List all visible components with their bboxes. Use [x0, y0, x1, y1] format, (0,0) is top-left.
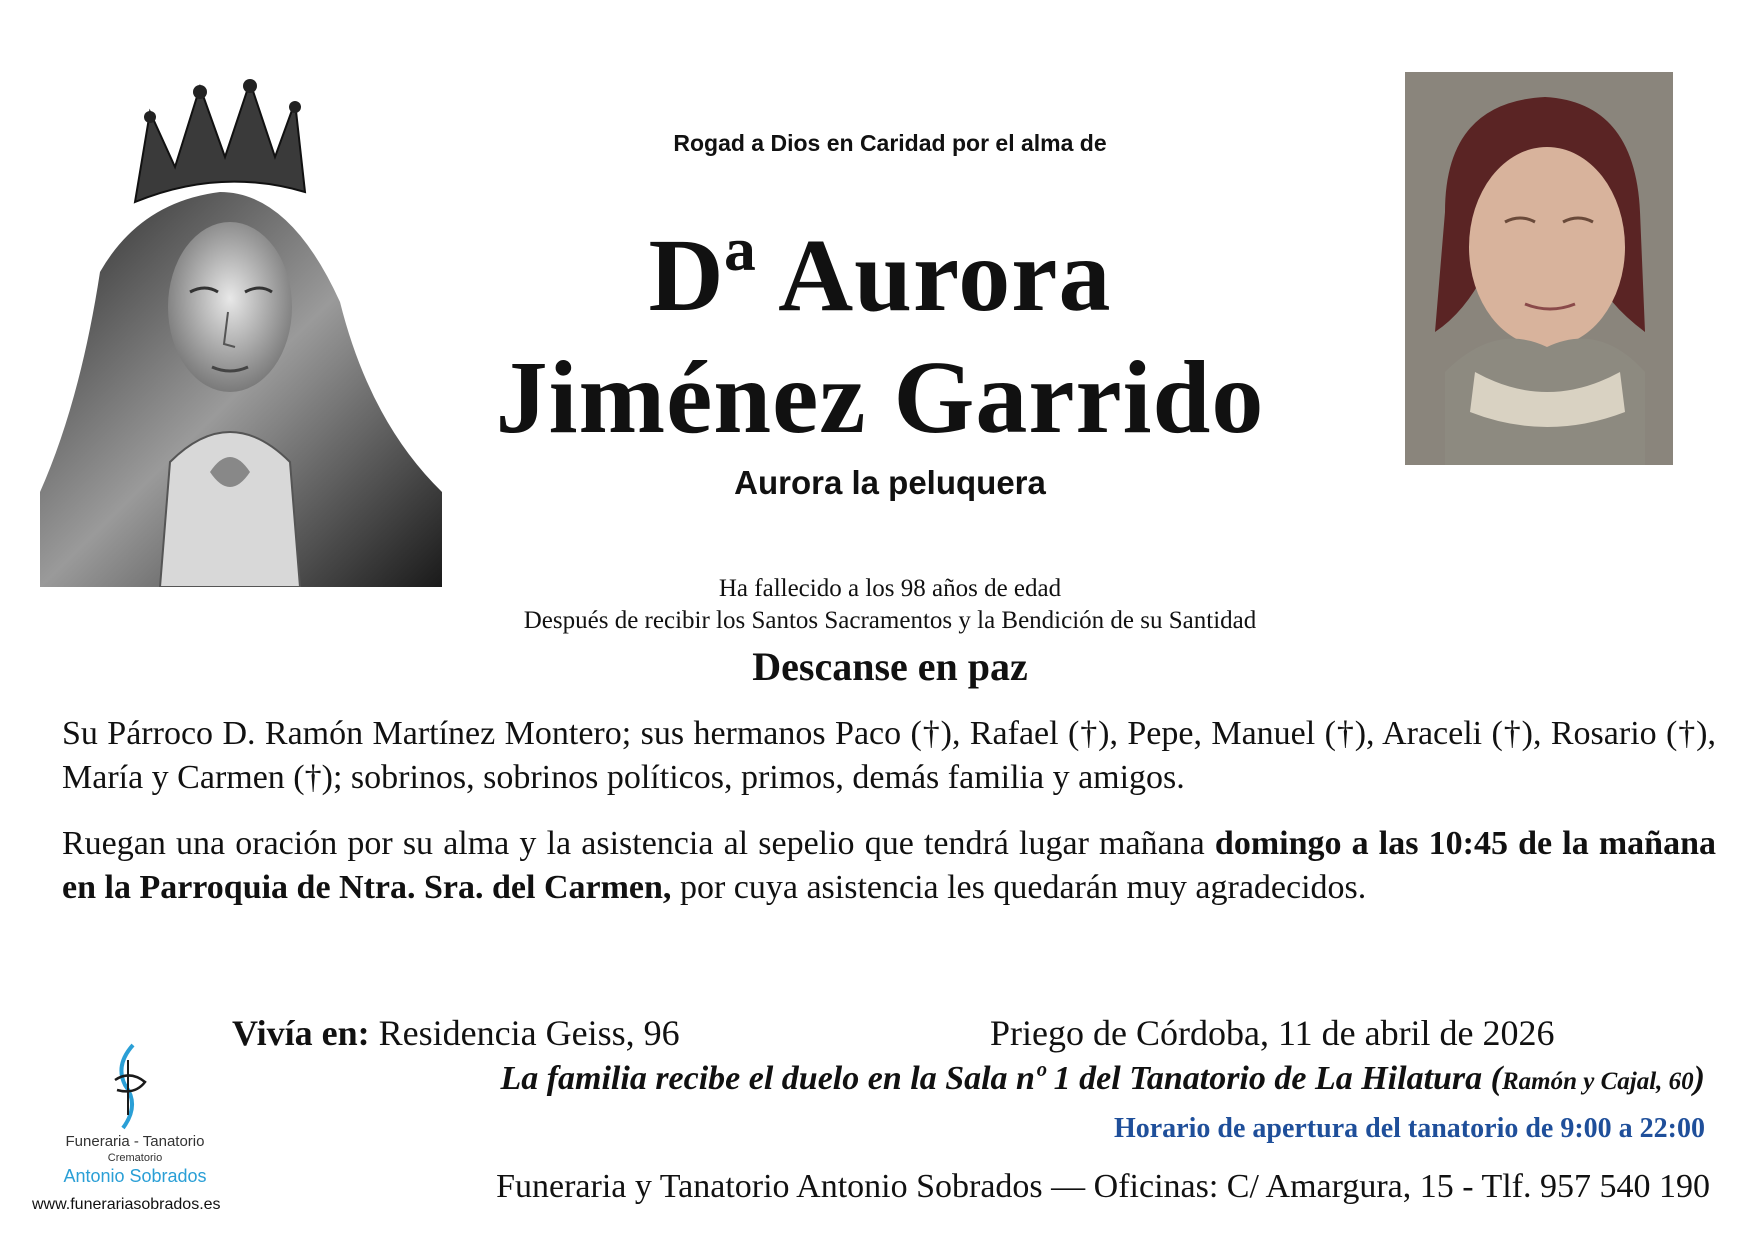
website-link[interactable]: www.funerariasobrados.es [32, 1196, 221, 1213]
ceremony-paragraph [62, 822, 1716, 910]
condolence-text: La familia recibe el duelo en la Sala nº 1 del Tanatorio de La Hilatura ( [500, 1060, 1502, 1097]
opening-hours: Horario de apertura del tanatorio de 9:00 a 22:00 [1113, 1113, 1705, 1144]
deceased-nickname: Aurora la peluquera [734, 464, 1046, 501]
ceremony-intro: Ruegan una oración por su alma y la asistencia al sepelio que tendrá lugar mañana [62, 825, 1215, 862]
place-and-date: Priego de Córdoba, 11 de abril de 2026 [990, 1013, 1555, 1053]
rest-in-peace: Descanse en paz [752, 644, 1028, 689]
ceremony-outro: por cuya asistencia les quedarán muy agradecidos. [671, 869, 1367, 906]
logo-text-line2: Crematorio [107, 1152, 163, 1164]
logo-text-line1: Funeraria - Tanatorio [65, 1133, 205, 1150]
sacraments-text: Después de recibir los Santos Sacramentos y la Bendición de su Santidad [523, 607, 1257, 634]
residence-value: Residencia Geiss, 96 [369, 1013, 680, 1053]
ceremony-details: domingo a las 10:45 de la mañana en la Parroquia de Ntra. Sra. del Carmen, [62, 825, 1716, 906]
deceased-name-line2: Jiménez Garrido [495, 340, 1265, 455]
condolence-info [355, 1060, 1705, 1098]
logo-brand-name: Antonio Sobrados [63, 1166, 207, 1186]
deceased-portrait [1405, 72, 1673, 465]
virgin-mary-image [40, 72, 442, 587]
tanatorio-address: Ramón y Cajal, 60 [1501, 1068, 1694, 1095]
residence [232, 1012, 680, 1054]
funeral-home-footer: Funeraria y Tanatorio Antonio Sobrados — Oficinas: C/ Amargura, 15 - Tlf. 957 540 190 [496, 1168, 1710, 1205]
ribbon-logo-icon [95, 1040, 165, 1130]
age-at-death: Ha fallecido a los 98 años de edad [718, 575, 1062, 602]
mourners-paragraph: Su Párroco D. Ramón Martínez Montero; sus hermanos Paco (†), Rafael (†), Pepe, Manuel (†), Araceli (†), Rosario (†), María y Carmen (†); sobrinos, sobrinos políticos, primos, demás familia y amigos. [62, 715, 1716, 796]
residence-label: Vivía en: [232, 1013, 370, 1053]
condolence-close: ) [1693, 1060, 1705, 1097]
invocation-text: Rogad a Dios en Caridad por el alma de [673, 130, 1107, 156]
deceased-name-line1: Dª Aurora [648, 218, 1112, 333]
